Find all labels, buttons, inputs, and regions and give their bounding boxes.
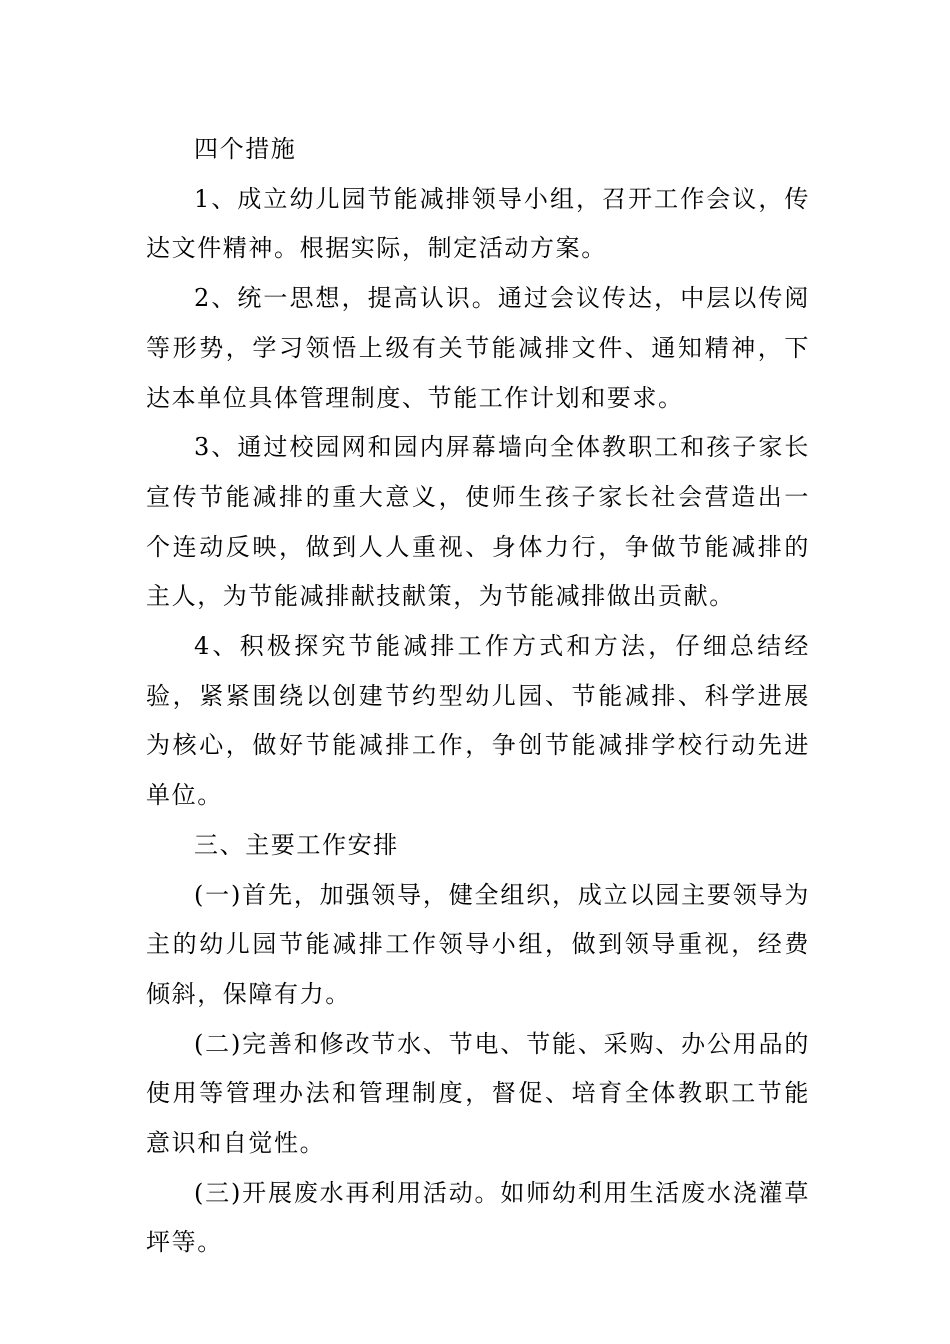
paragraph-measure-2: 2、统一思想，提高认识。通过会议传达，中层以传阅等形势，学习领悟上级有关节能减排文件、通知精神，下达本单位具体管理制度、节能工作计划和要求。 (146, 284, 810, 412)
document-body (146, 125, 810, 1268)
paragraph-arrangement-3: (三)开展废水再利用活动。如师幼利用生活废水浇灌草坪等。 (146, 1178, 810, 1257)
paragraph-arrangement-1: (一)首先，加强领导，健全组织，成立以园主要领导为主的幼儿园节能减排工作领导小组，做到领导重视，经费倾斜，保障有力。 (146, 880, 810, 1008)
paragraph-arrangement-2: (二)完善和修改节水、节电、节能、采购、办公用品的使用等管理办法和管理制度，督促、培育全体教职工节能意识和自觉性。 (146, 1029, 810, 1158)
paragraph-measure-4: 4、积极探究节能减排工作方式和方法，仔细总结经验，紧紧围绕以创建节约型幼儿园、节能减排、科学进展为核心，做好节能减排工作，争创节能减排学校行动先进单位。 (146, 632, 810, 810)
paragraph-measure-1: 1、成立幼儿园节能减排领导小组，召开工作会议，传达文件精神。根据实际，制定活动方案。 (146, 184, 810, 263)
paragraph-heading-main-work: 三、主要工作安排 (194, 830, 399, 859)
paragraph-measure-3: 3、通过校园网和园内屏幕墙向全体教职工和孩子家长宣传节能减排的重大意义，使师生孩子家长社会营造出一个连动反映，做到人人重视、身体力行，争做节能减排的主人，为节能减排献技献策，为节能减排做出贡献。 (146, 433, 810, 611)
paragraph-heading-four-measures: 四个措施 (194, 135, 297, 163)
